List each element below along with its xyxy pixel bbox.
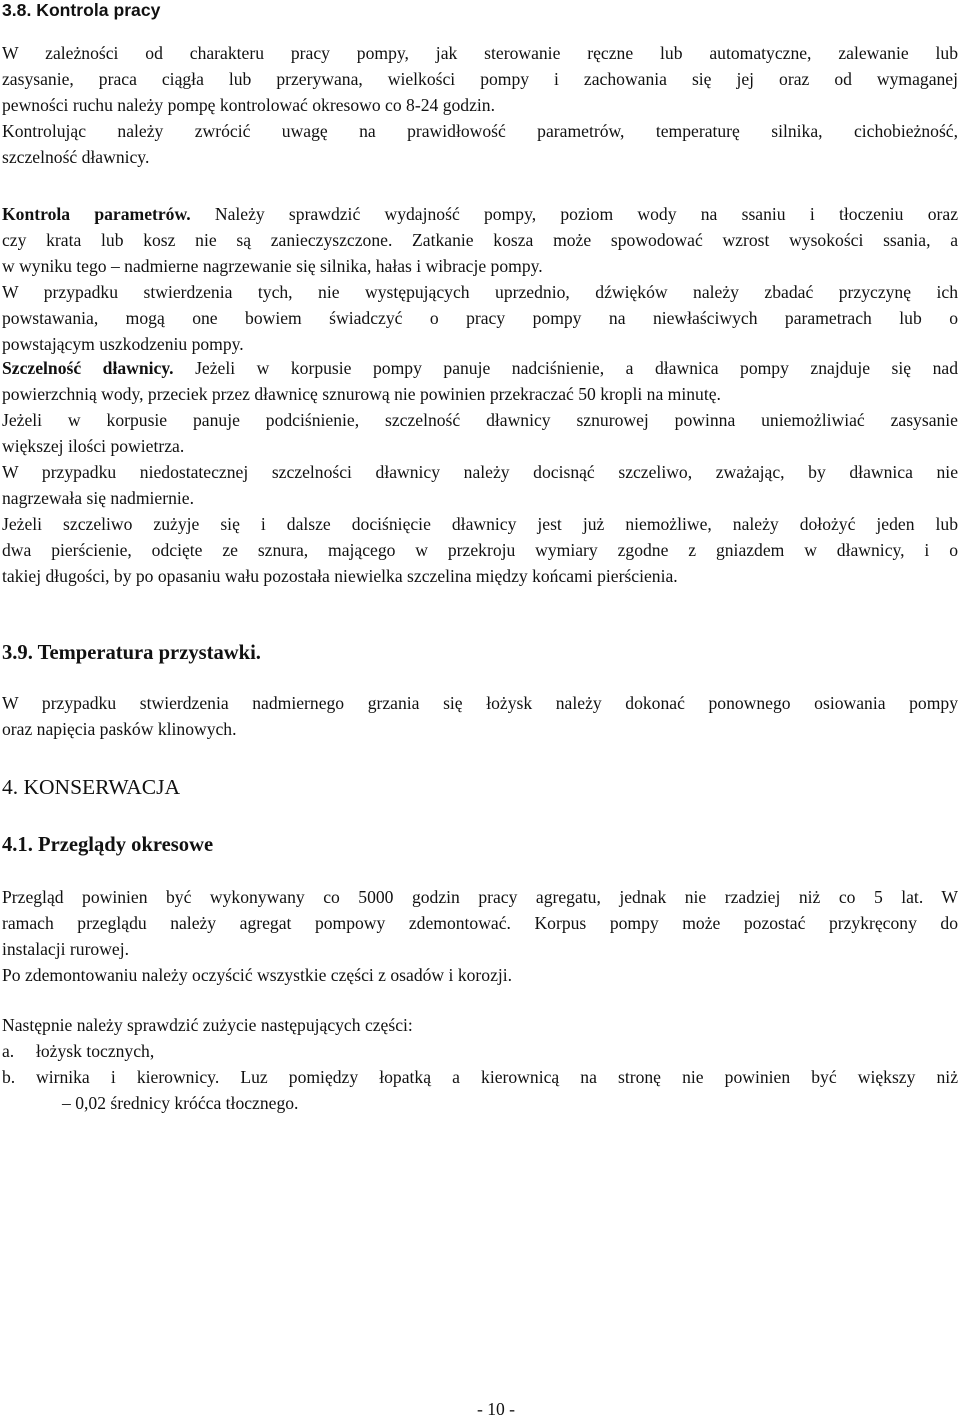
section-heading-3-8: 3.8. Kontrola pracy bbox=[2, 0, 161, 20]
list-item bbox=[2, 1064, 958, 1116]
list-marker: a. bbox=[2, 1041, 15, 1061]
seal-lead: Szczelność dławnicy. bbox=[2, 358, 174, 378]
text-line: dwa pierścienie, odcięte ze sznura, mającego w przekroju wymiary zgodne z gniazdem w dławnicy, i o bbox=[2, 540, 958, 560]
section-4-1-body bbox=[2, 884, 958, 988]
text-run: Jeżeli w korpusie pompy panuje nadciśnienie, a dławnica pompy znajduje się nad bbox=[173, 358, 959, 378]
text-line: powierzchnią wody, przeciek przez dławnicę sznurową nie powinien przekraczać 50 kropli na minutę. bbox=[2, 384, 721, 404]
text-line: instalacji rurowej. bbox=[2, 939, 130, 959]
text-line: czy krata lub kosz nie są zanieczyszczone. Zatkanie kosza może spowodować wzrost wysokości ssania, a bbox=[2, 230, 958, 250]
text-line: W zależności od charakteru pracy pompy, jak sterowanie ręczne lub automatyczne, zalewanie lub bbox=[2, 43, 958, 63]
text-line: w wyniku tego – nadmierne nagrzewanie się silnika, hałas i wibracje pompy. bbox=[2, 256, 543, 276]
section-3-9-body bbox=[2, 690, 958, 742]
text-line: Jeżeli szczeliwo zużyje się i dalsze dociśnięcie dławnicy jest już niemożliwe, należy dołożyć jeden lub bbox=[2, 514, 958, 534]
page-number bbox=[0, 1397, 960, 1421]
text-line: szczelność dławnicy. bbox=[2, 147, 150, 167]
list-item bbox=[2, 1038, 958, 1064]
list-marker: b. bbox=[2, 1067, 16, 1087]
text-run: Należy sprawdzić wydajność pompy, poziom wody na ssaniu i tłoczeniu oraz bbox=[190, 204, 959, 224]
list-item-text: wirnika i kierownicy. Luz pomiędzy łopatką a kierownicą na stronę nie powinien być większy niż bbox=[36, 1067, 958, 1087]
section-heading-3-9: 3.9. Temperatura przystawki. bbox=[2, 642, 261, 664]
section-heading-4-1: 4.1. Przeglądy okresowe bbox=[2, 834, 214, 856]
parameters-block bbox=[2, 201, 958, 357]
text-line: większej ilości powietrza. bbox=[2, 436, 185, 456]
text-line: Po zdemontowaniu należy oczyścić wszystkie części z osadów i korozji. bbox=[2, 965, 513, 985]
parts-check-block bbox=[2, 1012, 958, 1116]
text-line bbox=[2, 355, 958, 381]
text-line: Jeżeli w korpusie panuje podciśnienie, szczelność dławnicy sznurowej powinna uniemożliwiać zasysanie bbox=[2, 410, 958, 430]
text-line: W przypadku stwierdzenia nadmiernego grzania się łożysk należy dokonać ponownego osiowania pompy bbox=[2, 693, 958, 713]
text-line: takiej długości, by po opasaniu wału pozostała niewielka szczelina między końcami pierścienia. bbox=[2, 566, 678, 586]
text-line: W przypadku stwierdzenia tych, nie występujących uprzednio, dźwięków należy zbadać przyczynę ich bbox=[2, 282, 958, 302]
text-line: ramach przeglądu należy agregat pompowy zdemontować. Korpus pompy może pozostać przykręcony do bbox=[2, 913, 958, 933]
text-line: powstawania, mogą one bowiem świadczyć o pracy pompy na niewłaściwych parametrach lub o bbox=[2, 308, 958, 328]
section-3-8-body bbox=[2, 40, 958, 170]
text-line: Przegląd powinien być wykonywany co 5000 godzin pracy agregatu, jednak nie rzadziej niż co 5 lat. W bbox=[2, 887, 958, 907]
text-line: W przypadku niedostatecznej szczelności dławnicy należy docisnąć szczeliwo, zważając, by dławnica nie bbox=[2, 462, 958, 482]
list-item-text: łożysk tocznych, bbox=[36, 1041, 155, 1061]
parameters-lead: Kontrola parametrów. bbox=[2, 204, 191, 224]
text-line: pewności ruchu należy pompę kontrolować okresowo co 8-24 godzin. bbox=[2, 95, 495, 115]
seal-block bbox=[2, 355, 958, 589]
text-line bbox=[2, 201, 958, 227]
text-line: zasysanie, praca ciągła lub przerywana, wielkości pompy i zachowania się jej oraz od wymaganej bbox=[2, 69, 958, 89]
text-line: powstającym uszkodzeniu pompy. bbox=[2, 334, 244, 354]
list-intro: Następnie należy sprawdzić zużycie następujących części: bbox=[2, 1015, 413, 1035]
text-line: nagrzewała się nadmiernie. bbox=[2, 488, 194, 508]
list-item-continuation: – 0,02 średnicy króćca tłocznego. bbox=[62, 1093, 299, 1113]
parts-list bbox=[2, 1038, 958, 1116]
text-line: Kontrolując należy zwrócić uwagę na prawidłowość parametrów, temperaturę silnika, cichobieżność, bbox=[2, 121, 958, 141]
page-number-text: - 10 - bbox=[476, 1399, 516, 1419]
text-line: oraz napięcia pasków klinowych. bbox=[2, 719, 237, 739]
paragraph bbox=[2, 40, 958, 170]
chapter-heading-4: 4. KONSERWACJA bbox=[2, 775, 180, 799]
